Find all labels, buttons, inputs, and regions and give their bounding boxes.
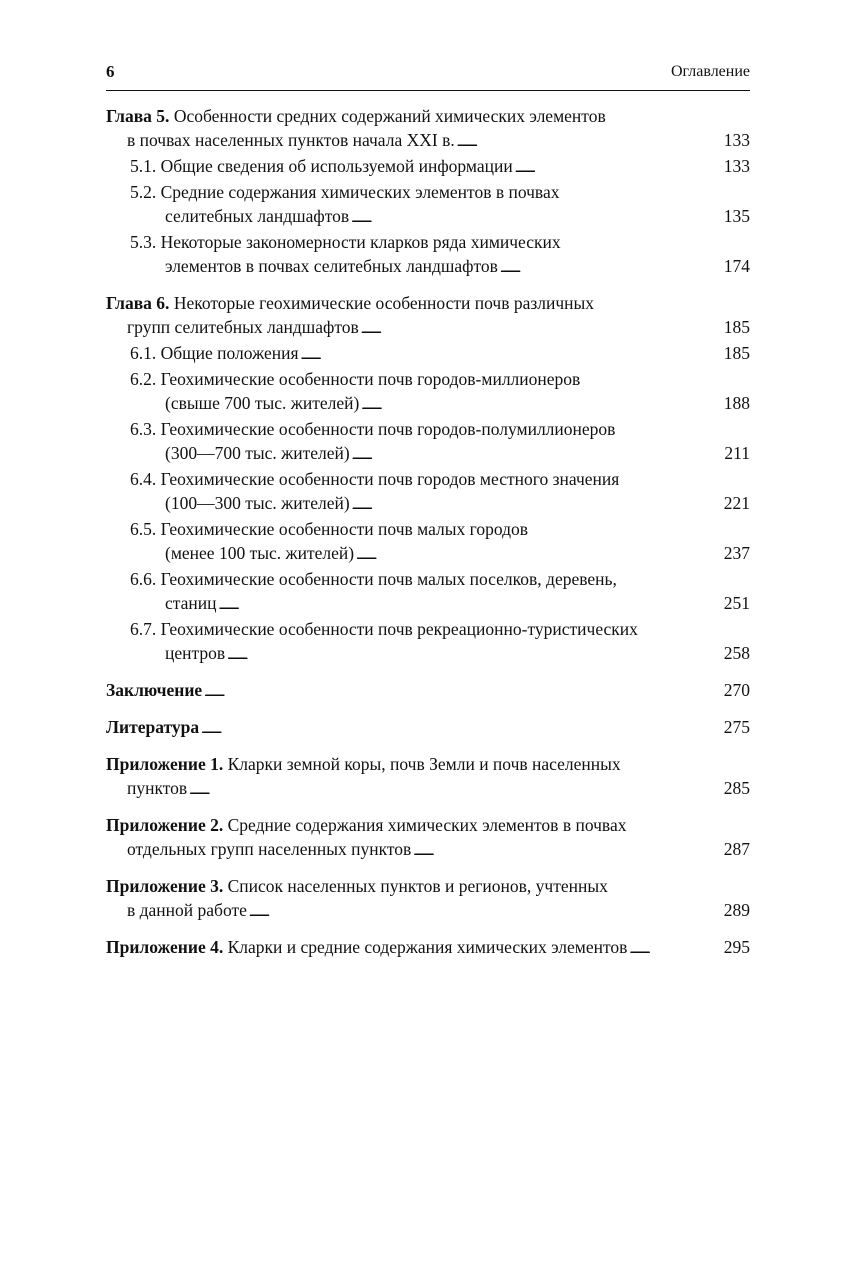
table-of-contents: [106, 104, 750, 961]
toc-literature[interactable]: [106, 715, 750, 741]
toc-section-5-1[interactable]: [106, 154, 750, 180]
page-number: 6: [106, 62, 115, 81]
page-ref: 287: [723, 839, 750, 859]
page-ref: 251: [723, 593, 750, 613]
page-ref: 258: [723, 643, 750, 663]
leader-dots: [351, 204, 722, 230]
leader-dots: [352, 441, 723, 467]
page-ref: 237: [723, 543, 750, 563]
appendix-title-cont: отдельных групп населенных пунктов: [127, 839, 412, 859]
running-title: Оглавление: [670, 63, 750, 80]
toc-section-6-4[interactable]: [106, 467, 750, 517]
leader-dots: [413, 837, 721, 863]
toc-section-6-2[interactable]: [106, 367, 750, 417]
section-title: 6.1. Общие положения: [130, 343, 299, 363]
toc-appendix-1[interactable]: [106, 752, 750, 802]
appendix-label: Приложение 1.: [106, 754, 224, 774]
leader-dots: [219, 591, 722, 617]
toc-appendix-2[interactable]: [106, 813, 750, 863]
toc-chapter-5[interactable]: [106, 104, 750, 154]
toc-section-6-6[interactable]: [106, 567, 750, 617]
appendix-label: Приложение 4.: [106, 937, 224, 957]
leader-dots: [189, 776, 722, 802]
section-title: 5.3. Некоторые закономерности кларков ряда химических: [130, 232, 561, 252]
leader-dots: [356, 541, 722, 567]
section-title: 6.7. Геохимические особенности почв рекреационно-туристических: [130, 619, 638, 639]
toc-section-6-7[interactable]: [106, 617, 750, 667]
appendix-title: Средние содержания химических элементов в почвах: [227, 815, 627, 835]
chapter-title-cont: групп селитебных ландшафтов: [127, 317, 359, 337]
appendix-label: Приложение 2.: [106, 815, 224, 835]
toc-section-6-5[interactable]: [106, 517, 750, 567]
appendix-title: Кларки и средние содержания химических элементов: [227, 937, 628, 957]
chapter-label: Глава 5.: [106, 106, 170, 126]
section-title-cont: (300—700 тыс. жителей): [165, 443, 350, 463]
chapter-title-cont: в почвах населенных пунктов начала XXI в.: [127, 130, 455, 150]
section-title: 6.6. Геохимические особенности почв малых поселков, деревень,: [130, 569, 617, 589]
page-ref: 133: [723, 156, 750, 176]
section-title: 5.1. Общие сведения об используемой информации: [130, 156, 513, 176]
leader-dots: [457, 128, 722, 154]
page-ref: 295: [723, 937, 750, 957]
page-ref: 174: [723, 256, 750, 276]
leader-dots: [352, 491, 722, 517]
section-title-cont: станиц: [165, 593, 217, 613]
toc-section-6-3[interactable]: [106, 417, 750, 467]
appendix-title: Список населенных пунктов и регионов, учтенных: [227, 876, 608, 896]
page-ref: 275: [723, 717, 750, 737]
page-ref: 185: [723, 317, 750, 337]
appendix-label: Приложение 3.: [106, 876, 224, 896]
section-title: 6.2. Геохимические особенности почв городов-миллионеров: [130, 369, 581, 389]
page-ref: 211: [724, 443, 750, 463]
leader-dots: [201, 715, 722, 741]
page-header: [106, 62, 750, 91]
page-ref: 133: [723, 130, 750, 150]
toc-section-5-2[interactable]: [106, 180, 750, 230]
leader-dots: [301, 341, 722, 367]
leader-dots: [515, 154, 722, 180]
toc-section-6-1[interactable]: [106, 341, 750, 367]
appendix-title-cont: пунктов: [127, 778, 188, 798]
page-ref: 270: [723, 680, 750, 700]
literature-label: Литература: [106, 717, 200, 737]
toc-appendix-4[interactable]: [106, 935, 750, 961]
section-title: 5.2. Средние содержания химических элементов в почвах: [130, 182, 560, 202]
leader-dots: [227, 641, 722, 667]
appendix-title-cont: в данной работе: [127, 900, 247, 920]
conclusion-label: Заключение: [106, 680, 203, 700]
leader-dots: [500, 254, 722, 280]
section-title: 6.5. Геохимические особенности почв малых городов: [130, 519, 529, 539]
section-title-cont: (менее 100 тыс. жителей): [165, 543, 355, 563]
section-title-cont: элементов в почвах селитебных ландшафтов: [165, 256, 498, 276]
toc-appendix-3[interactable]: [106, 874, 750, 924]
leader-dots: [361, 315, 722, 341]
section-title-cont: селитебных ландшафтов: [165, 206, 350, 226]
page-ref: 221: [723, 493, 750, 513]
page-ref: 185: [723, 343, 750, 363]
page-ref: 135: [723, 206, 750, 226]
chapter-label: Глава 6.: [106, 293, 170, 313]
toc-chapter-6[interactable]: [106, 291, 750, 341]
chapter-title: Некоторые геохимические особенности почв различных: [173, 293, 595, 313]
appendix-title: Кларки земной коры, почв Земли и почв населенных: [227, 754, 621, 774]
toc-conclusion[interactable]: [106, 678, 750, 704]
section-title: 6.4. Геохимические особенности почв городов местного значения: [130, 469, 620, 489]
leader-dots: [204, 678, 722, 704]
toc-section-5-3[interactable]: [106, 230, 750, 280]
section-title-cont: (свыше 700 тыс. жителей): [165, 393, 360, 413]
section-title-cont: (100—300 тыс. жителей): [165, 493, 350, 513]
leader-dots: [361, 391, 721, 417]
page-ref: 285: [723, 778, 750, 798]
leader-dots: [249, 898, 722, 924]
page-ref: 289: [723, 900, 750, 920]
page-ref: 188: [723, 393, 750, 413]
leader-dots: [629, 935, 721, 961]
chapter-title: Особенности средних содержаний химических элементов: [173, 106, 606, 126]
section-title-cont: центров: [165, 643, 226, 663]
section-title: 6.3. Геохимические особенности почв городов-полумиллионеров: [130, 419, 616, 439]
